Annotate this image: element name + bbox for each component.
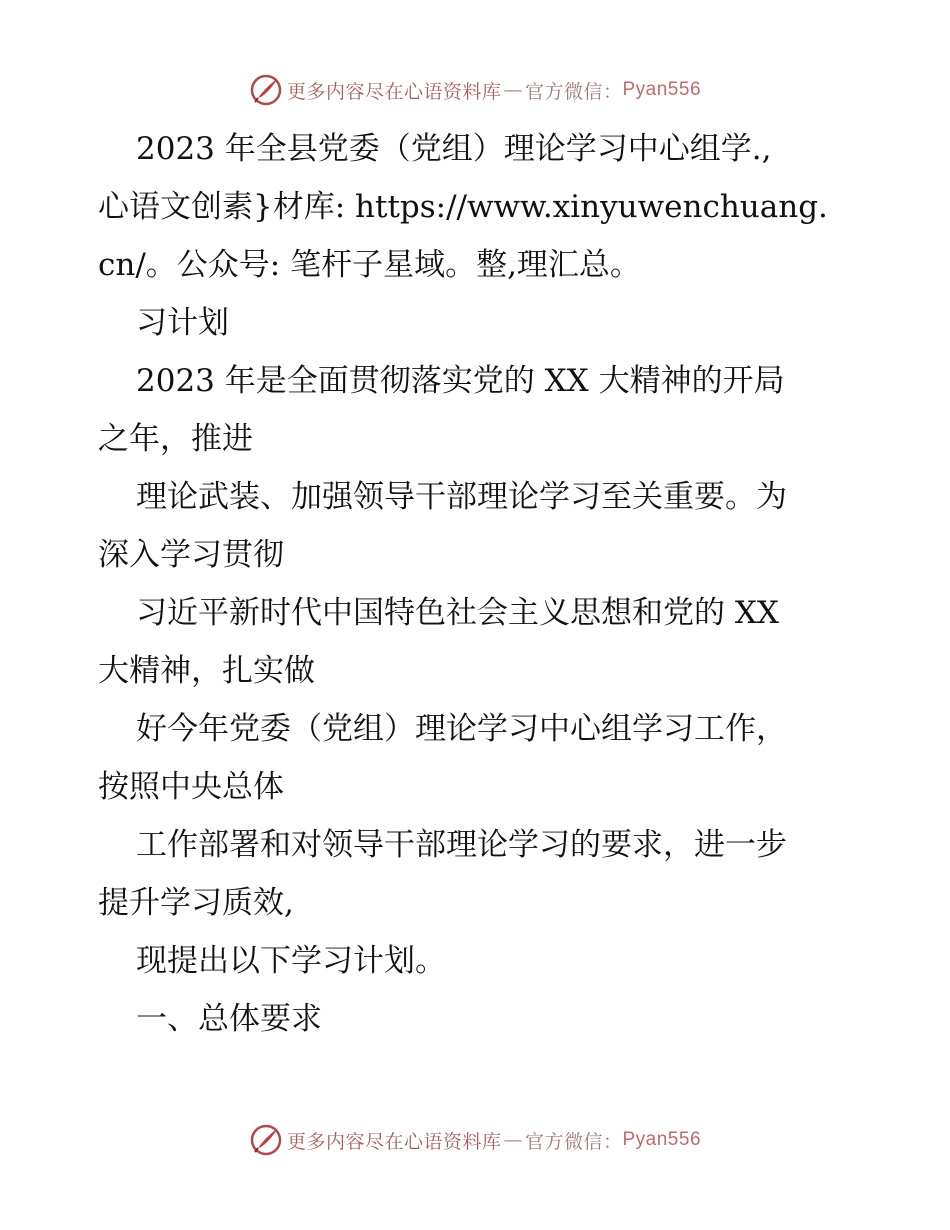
watermark-dash: — xyxy=(503,79,523,101)
text-line: 之年，推进 xyxy=(98,421,253,457)
text-line: 深入学习贯彻 xyxy=(98,537,284,573)
document-body xyxy=(98,120,858,1048)
feather-pen-circle-icon xyxy=(249,73,283,107)
watermark-site-text: 更多内容尽在心语资料库 xyxy=(286,80,502,103)
text-line: 提升学习质效, xyxy=(98,885,294,921)
watermark-wechat-label: 官方微信： xyxy=(524,80,623,103)
text-line: 2023 年是全面贯彻落实党的 XX 大精神的开局 xyxy=(136,363,785,399)
text-line: cn/。公众号: 笔杆子星域。整,理汇总。 xyxy=(98,247,641,283)
text-line: 2023 年全县党委（党组）理论学习中心组学., xyxy=(136,131,772,167)
section-heading: 一、总体要求 xyxy=(136,1001,322,1037)
text-line: 理论武装、加强领导干部理论学习至关重要。为 xyxy=(136,479,787,515)
watermark-wechat-id: Pyan556 xyxy=(622,1129,702,1150)
watermark-dash: — xyxy=(503,1129,523,1151)
watermark-banner-top xyxy=(0,70,950,110)
text-line: 现提出以下学习计划。 xyxy=(136,943,446,979)
text-line: 大精神，扎实做 xyxy=(98,653,315,689)
watermark-wechat-id: Pyan556 xyxy=(622,79,702,100)
text-line: 心语文创素}材库: https://www.xinyuwenchuang. xyxy=(98,189,828,225)
watermark-site-text: 更多内容尽在心语资料库 xyxy=(286,1130,502,1153)
text-line: 好今年党委（党组）理论学习中心组学习工作， xyxy=(136,711,787,747)
text-line: 习计划 xyxy=(136,305,229,341)
feather-pen-circle-icon xyxy=(249,1123,283,1157)
text-line: 习近平新时代中国特色社会主义思想和党的 XX xyxy=(136,595,779,631)
text-line: 按照中央总体 xyxy=(98,769,284,805)
watermark-wechat-label: 官方微信： xyxy=(524,1130,623,1153)
text-line: 工作部署和对领导干部理论学习的要求，进一步 xyxy=(136,827,787,863)
watermark-banner-bottom xyxy=(0,1120,950,1160)
